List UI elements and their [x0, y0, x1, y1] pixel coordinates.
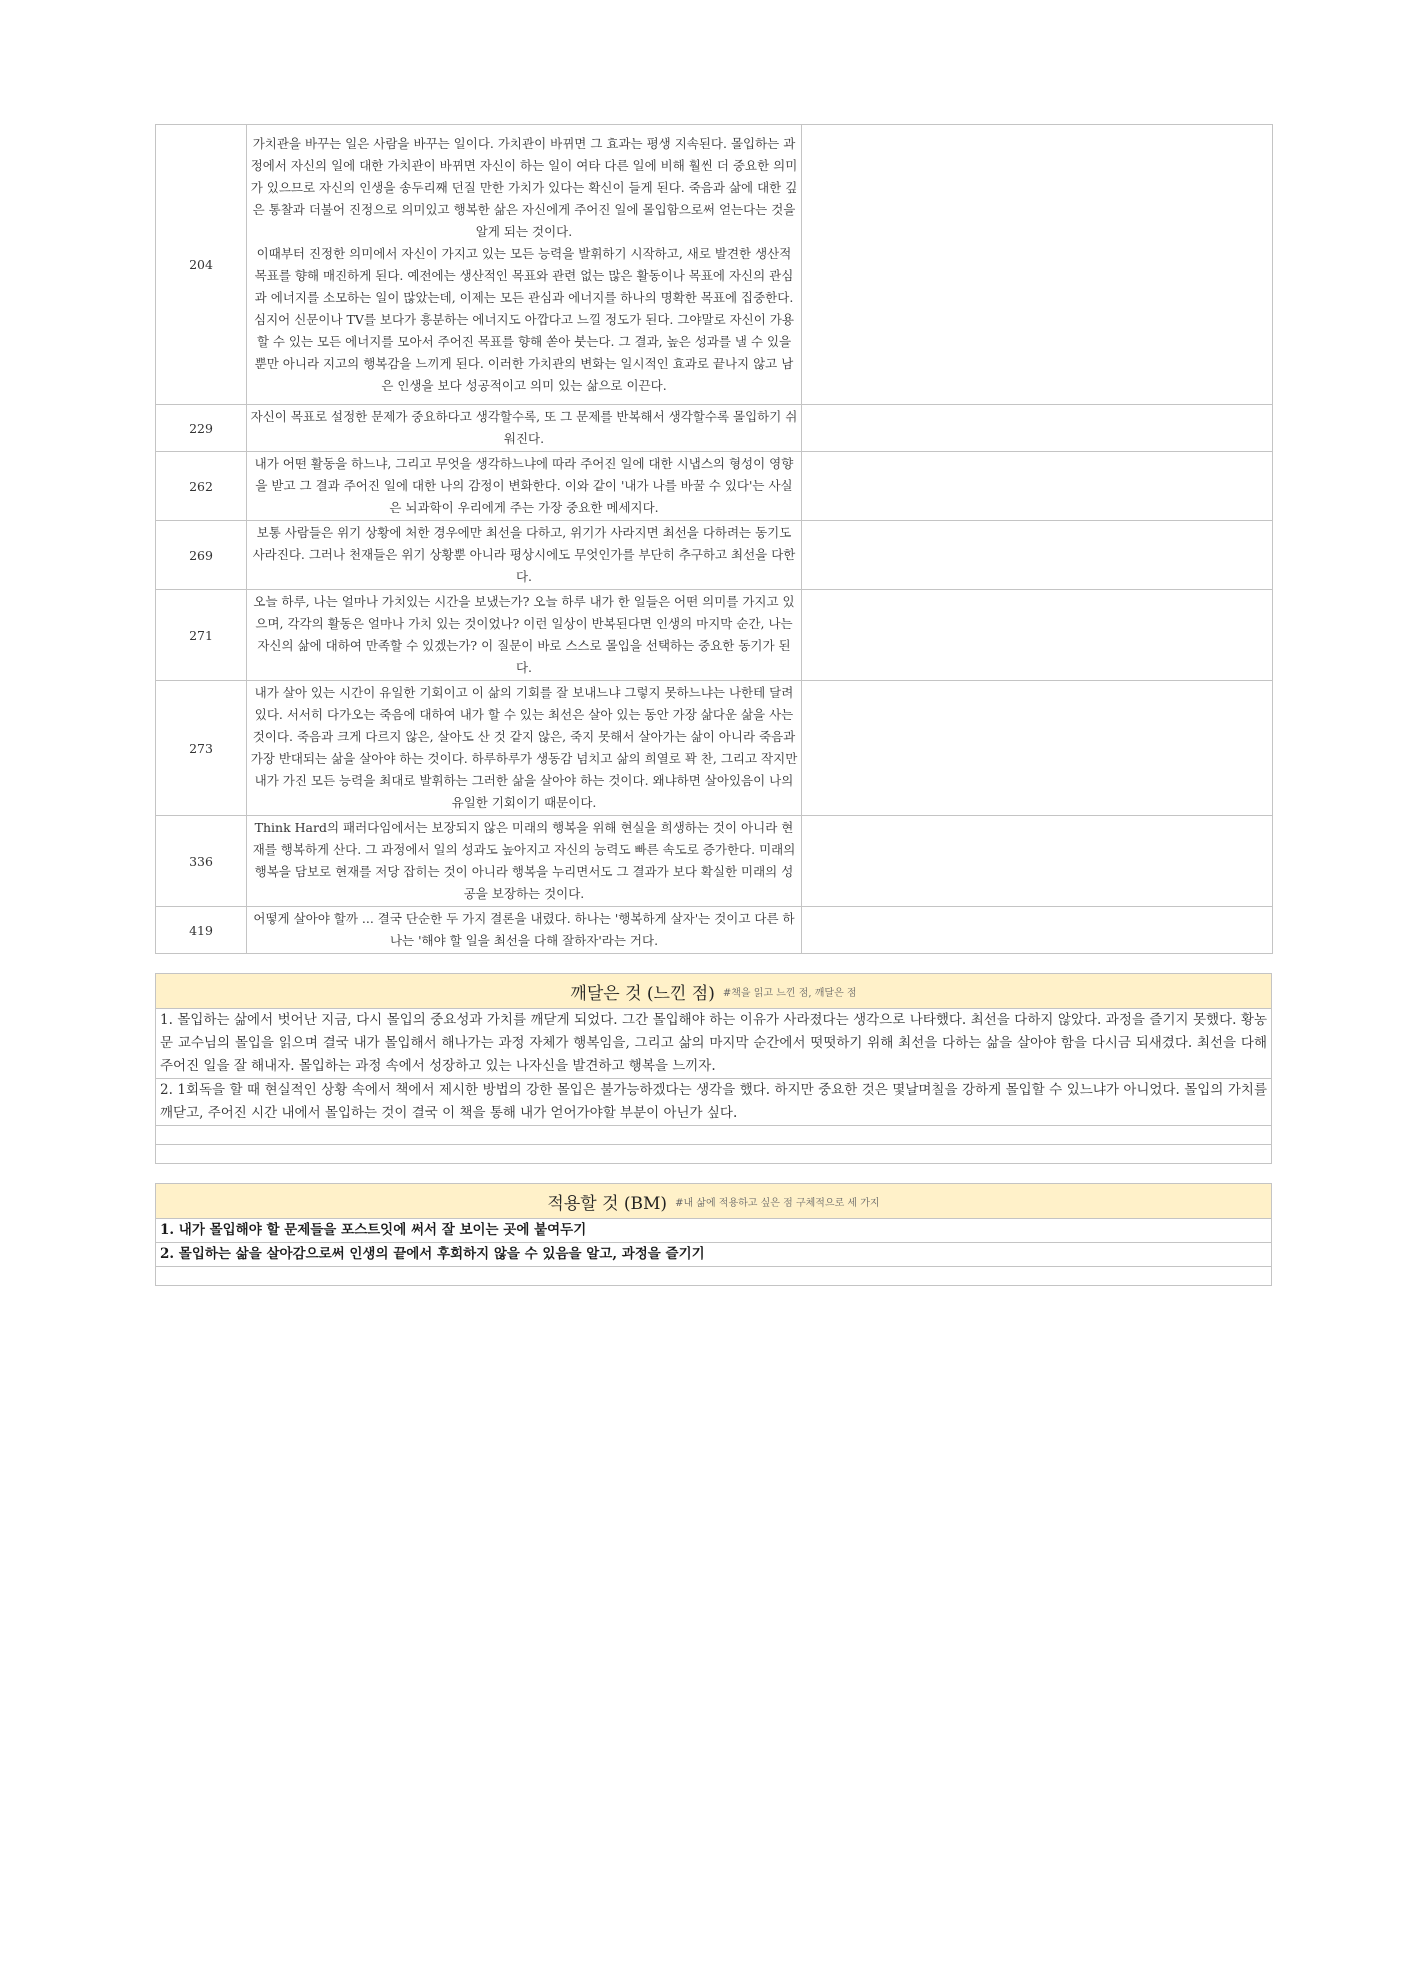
apply-section [155, 1183, 1272, 1286]
apply-title: 적용할 것 (BM) [547, 1193, 668, 1214]
memo-cell[interactable] [802, 521, 1273, 590]
quote-text: 가치관을 바꾸는 일은 사람을 바꾸는 일이다. 가치관이 바뀌면 그 효과는 평생 지속된다. 몰입하는 과정에서 자신의 일에 대한 가치관이 바뀌면 자신이 하는 일이 여타 다른 일에 비해 훨씬 더 중요한 의미가 있으므로 자신의 인생을 송두리째 던질 만한 가치가 있다는 확신이 들게 된다. 죽음과 삶에 대한 깊은 통찰과 더불어 진정으로 의미있고 행복한 삶은 자신에게 주어진 일에 몰입함으로써 얻는다는 것을 알게 되는 것이다. 이때부터 진정한 의미에서 자신이 가지고 있는 모든 능력을 발휘하기 시작하고, 새로 발견한 생산적 목표를 향해 매진하게 된다. 예전에는 생산적인 목표와 관련 없는 많은 활동이나 목표에 자신의 관심과 에너지를 소모하는 일이 많았는데, 이제는 모든 관심과 에너지를 하나의 명확한 목표에 집중한다. 심지어 신문이나 TV를 보다가 흥분하는 에너지도 아깝다고 느낄 정도가 된다. 그야말로 자신이 가용할 수 있는 모든 에너지를 모아서 주어진 목표를 향해 쏟아 붓는다. 그 결과, 높은 성과를 낼 수 있을 뿐만 아니라 지고의 행복감을 느끼게 된다. 이러한 가치관의 변화는 일시적인 효과로 끝나지 않고 남은 인생을 보다 성공적이고 의미 있는 삶으로 이끈다. [247, 125, 802, 405]
reading-note-sheet [155, 124, 1272, 1286]
memo-cell[interactable] [802, 125, 1273, 405]
quote-row [156, 907, 1273, 954]
page-number: 269 [156, 521, 247, 590]
memo-cell[interactable] [802, 907, 1273, 954]
apply-header [156, 1184, 1271, 1219]
apply-hint: #내 삶에 적용하고 싶은 점 구체적으로 세 가지 [675, 1197, 880, 1209]
realizations-section [155, 973, 1272, 1164]
quote-row [156, 405, 1273, 452]
apply-item[interactable]: 2. 몰입하는 삶을 살아감으로써 인생의 끝에서 후회하지 않을 수 있음을 알고, 과정을 즐기기 [156, 1243, 1271, 1267]
memo-cell[interactable] [802, 681, 1273, 816]
memo-cell[interactable] [802, 590, 1273, 681]
quote-row [156, 521, 1273, 590]
quotes-table [155, 124, 1273, 954]
page-number: 273 [156, 681, 247, 816]
page-number: 262 [156, 452, 247, 521]
quote-text: 내가 살아 있는 시간이 유일한 기회이고 이 삶의 기회를 잘 보내느냐 그렇지 못하느냐는 나한테 달려 있다. 서서히 다가오는 죽음에 대하여 내가 할 수 있는 최선은 살아 있는 동안 가장 삶다운 삶을 사는 것이다. 죽음과 크게 다르지 않은, 살아도 산 것 같지 않은, 죽지 못해서 살아가는 삶이 아니라 죽음과 가장 반대되는 삶을 살아야 하는 것이다. 하루하루가 생동감 넘치고 삶의 희열로 꽉 찬, 그리고 작지만 내가 가진 모든 능력을 최대로 발휘하는 그러한 삶을 살아야 하는 것이다. 왜냐하면 살아있음이 나의 유일한 기회이기 때문이다. [247, 681, 802, 816]
memo-cell[interactable] [802, 452, 1273, 521]
realization-item[interactable]: 2. 1회독을 할 때 현실적인 상황 속에서 책에서 제시한 방법의 강한 몰입은 불가능하겠다는 생각을 했다. 하지만 중요한 것은 몇날며칠을 강하게 몰입할 수 있느냐가 아니었다. 몰입의 가치를 깨닫고, 주어진 시간 내에서 몰입하는 것이 결국 이 책을 통해 내가 얻어가야할 부분이 아닌가 싶다. [156, 1079, 1271, 1126]
quote-text: 자신이 목표로 설정한 문제가 중요하다고 생각할수록, 또 그 문제를 반복해서 생각할수록 몰입하기 쉬워진다. [247, 405, 802, 452]
page-number: 271 [156, 590, 247, 681]
realization-item[interactable]: 1. 몰입하는 삶에서 벗어난 지금, 다시 몰입의 중요성과 가치를 깨닫게 되었다. 그간 몰입해야 하는 이유가 사라졌다는 생각으로 나타했다. 최선을 다하지 않았다. 과정을 즐기지 못했다. 황농문 교수님의 몰입을 읽으며 결국 내가 몰입해서 해나가는 과정 자체가 행복임을, 그리고 삶의 마지막 순간에서 떳떳하기 위해 최선을 다하는 삶을 살아야 함을 다시금 되새겼다. 최선을 다해 주어진 일을 잘 해내자. 몰입하는 과정 속에서 성장하고 있는 나자신을 발견하고 행복을 느끼자. [156, 1009, 1271, 1079]
realizations-title: 깨달은 것 (느낀 점) [570, 983, 715, 1004]
realizations-header [156, 974, 1271, 1009]
quote-text: 내가 어떤 활동을 하느냐, 그리고 무엇을 생각하느냐에 따라 주어진 일에 대한 시냅스의 형성이 영향을 받고 그 결과 주어진 일에 대한 나의 감정이 변화한다. 이와 같이 '내가 나를 바꿀 수 있다'는 사실은 뇌과학이 우리에게 주는 가장 중요한 메세지다. [247, 452, 802, 521]
apply-item[interactable]: 1. 내가 몰입해야 할 문제들을 포스트잇에 써서 잘 보이는 곳에 붙여두기 [156, 1219, 1271, 1243]
quote-text: 어떻게 살아야 할까 ... 결국 단순한 두 가지 결론을 내렸다. 하나는 '행복하게 살자'는 것이고 다른 하나는 '해야 할 일을 최선을 다해 잘하자'라는 거다. [247, 907, 802, 954]
quote-row [156, 125, 1273, 405]
quote-row [156, 816, 1273, 907]
quote-text: 보통 사람들은 위기 상황에 처한 경우에만 최선을 다하고, 위기가 사라지면 최선을 다하려는 동기도 사라진다. 그러나 천재들은 위기 상황뿐 아니라 평상시에도 무엇인가를 부단히 추구하고 최선을 다한다. [247, 521, 802, 590]
page-number: 204 [156, 125, 247, 405]
memo-cell[interactable] [802, 405, 1273, 452]
realization-item[interactable] [156, 1126, 1271, 1145]
quote-text: 오늘 하루, 나는 얼마나 가치있는 시간을 보냈는가? 오늘 하루 내가 한 일들은 어떤 의미를 가지고 있으며, 각각의 활동은 얼마나 가치 있는 것이었나? 이런 일상이 반복된다면 인생의 마지막 순간, 나는 자신의 삶에 대하여 만족할 수 있겠는가? 이 질문이 바로 스스로 몰입을 선택하는 중요한 동기가 된다. [247, 590, 802, 681]
realization-item[interactable] [156, 1145, 1271, 1163]
quote-row [156, 590, 1273, 681]
page-number: 419 [156, 907, 247, 954]
page-number: 229 [156, 405, 247, 452]
quote-text: Think Hard의 패러다임에서는 보장되지 않은 미래의 행복을 위해 현실을 희생하는 것이 아니라 현재를 행복하게 산다. 그 과정에서 일의 성과도 높아지고 자신의 능력도 빠른 속도로 증가한다. 미래의 행복을 담보로 현재를 저당 잡히는 것이 아니라 행복을 누리면서도 그 결과가 보다 확실한 미래의 성공을 보장하는 것이다. [247, 816, 802, 907]
page-number: 336 [156, 816, 247, 907]
quote-row [156, 452, 1273, 521]
memo-cell[interactable] [802, 816, 1273, 907]
apply-item[interactable] [156, 1267, 1271, 1285]
realizations-hint: #책을 읽고 느낀 점, 깨달은 점 [722, 987, 857, 999]
quote-row [156, 681, 1273, 816]
